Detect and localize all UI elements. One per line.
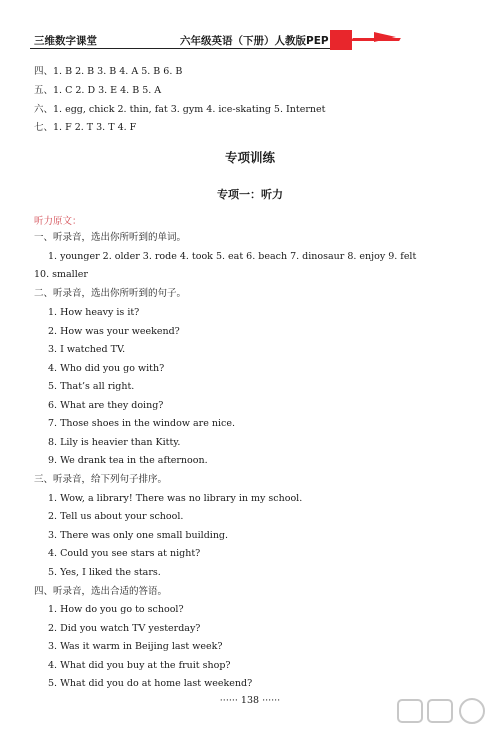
watermark-logo [396,696,492,730]
list-item: 1. How do you go to school? [48,604,184,615]
list-item: 3. Was it warm in Beijing last week? [48,641,223,652]
red-flag-decoration [330,30,352,50]
book-title: 六年级英语（下册）人教版PEP [180,35,329,47]
page-header [30,32,470,50]
subsection-title: 专项一：听力 [217,188,283,201]
list-item: 1. How heavy is it? [48,307,140,318]
answer-line: 七、1. F 2. T 3. T 4. F [34,122,137,133]
list-item: 6. What are they doing? [48,400,164,411]
list-item: 2. How was your weekend? [48,326,180,337]
list-item: 5. What did you do at home last weekend? [48,678,253,689]
list-item: 4. What did you buy at the fruit shop? [48,660,231,671]
part-heading: 二、听录音，选出你所听到的句子。 [34,288,187,299]
part-heading: 一、听录音，选出你所听到的单词。 [34,232,187,243]
answer-line: 四、1. B 2. B 3. B 4. A 5. B 6. B [34,66,183,77]
list-item: 3. There was only one small building. [48,530,229,541]
list-item: 5. Yes, I liked the stars. [48,567,161,578]
list-item: 2. Did you watch TV yesterday? [48,623,201,634]
page-number: ······ 138 ······ [219,695,281,706]
list-item: 8. Lily is heavier than Kitty. [48,437,181,448]
answer-line: 五、1. C 2. D 3. E 4. B 5. A [34,85,162,96]
list-item: 1. Wow, a library! There was no library in my school. [48,493,303,504]
header-rule [30,48,330,49]
list-item: 10. smaller [34,269,88,280]
section-title: 专项训练 [224,150,275,165]
list-item: 2. Tell us about your school. [48,511,184,522]
list-item: 4. Could you see stars at night? [48,548,201,559]
list-item: 5. That’s all right. [48,381,135,392]
part-heading: 四、听录音，选出合适的答语。 [34,586,168,597]
part-heading: 三、听录音，给下列句子排序。 [34,474,168,485]
brand-name: 三维数字课堂 [34,35,97,47]
list-item: 7. Those shoes in the window are nice. [48,418,235,429]
list-item: 3. I watched TV. [48,344,126,355]
list-item: 9. We drank tea in the afternoon. [48,455,208,466]
list-item: 4. Who did you go with? [48,363,165,374]
listening-label: 听力原文： [34,216,82,227]
list-item: 1. younger 2. older 3. rode 4. took 5. eat 6. beach 7. dinosaur 8. enjoy 9. felt [48,251,417,262]
answer-line: 六、1. egg, chick 2. thin, fat 3. gym 4. ice-skating 5. Internet [34,104,326,115]
red-arrow-decoration [374,32,396,42]
